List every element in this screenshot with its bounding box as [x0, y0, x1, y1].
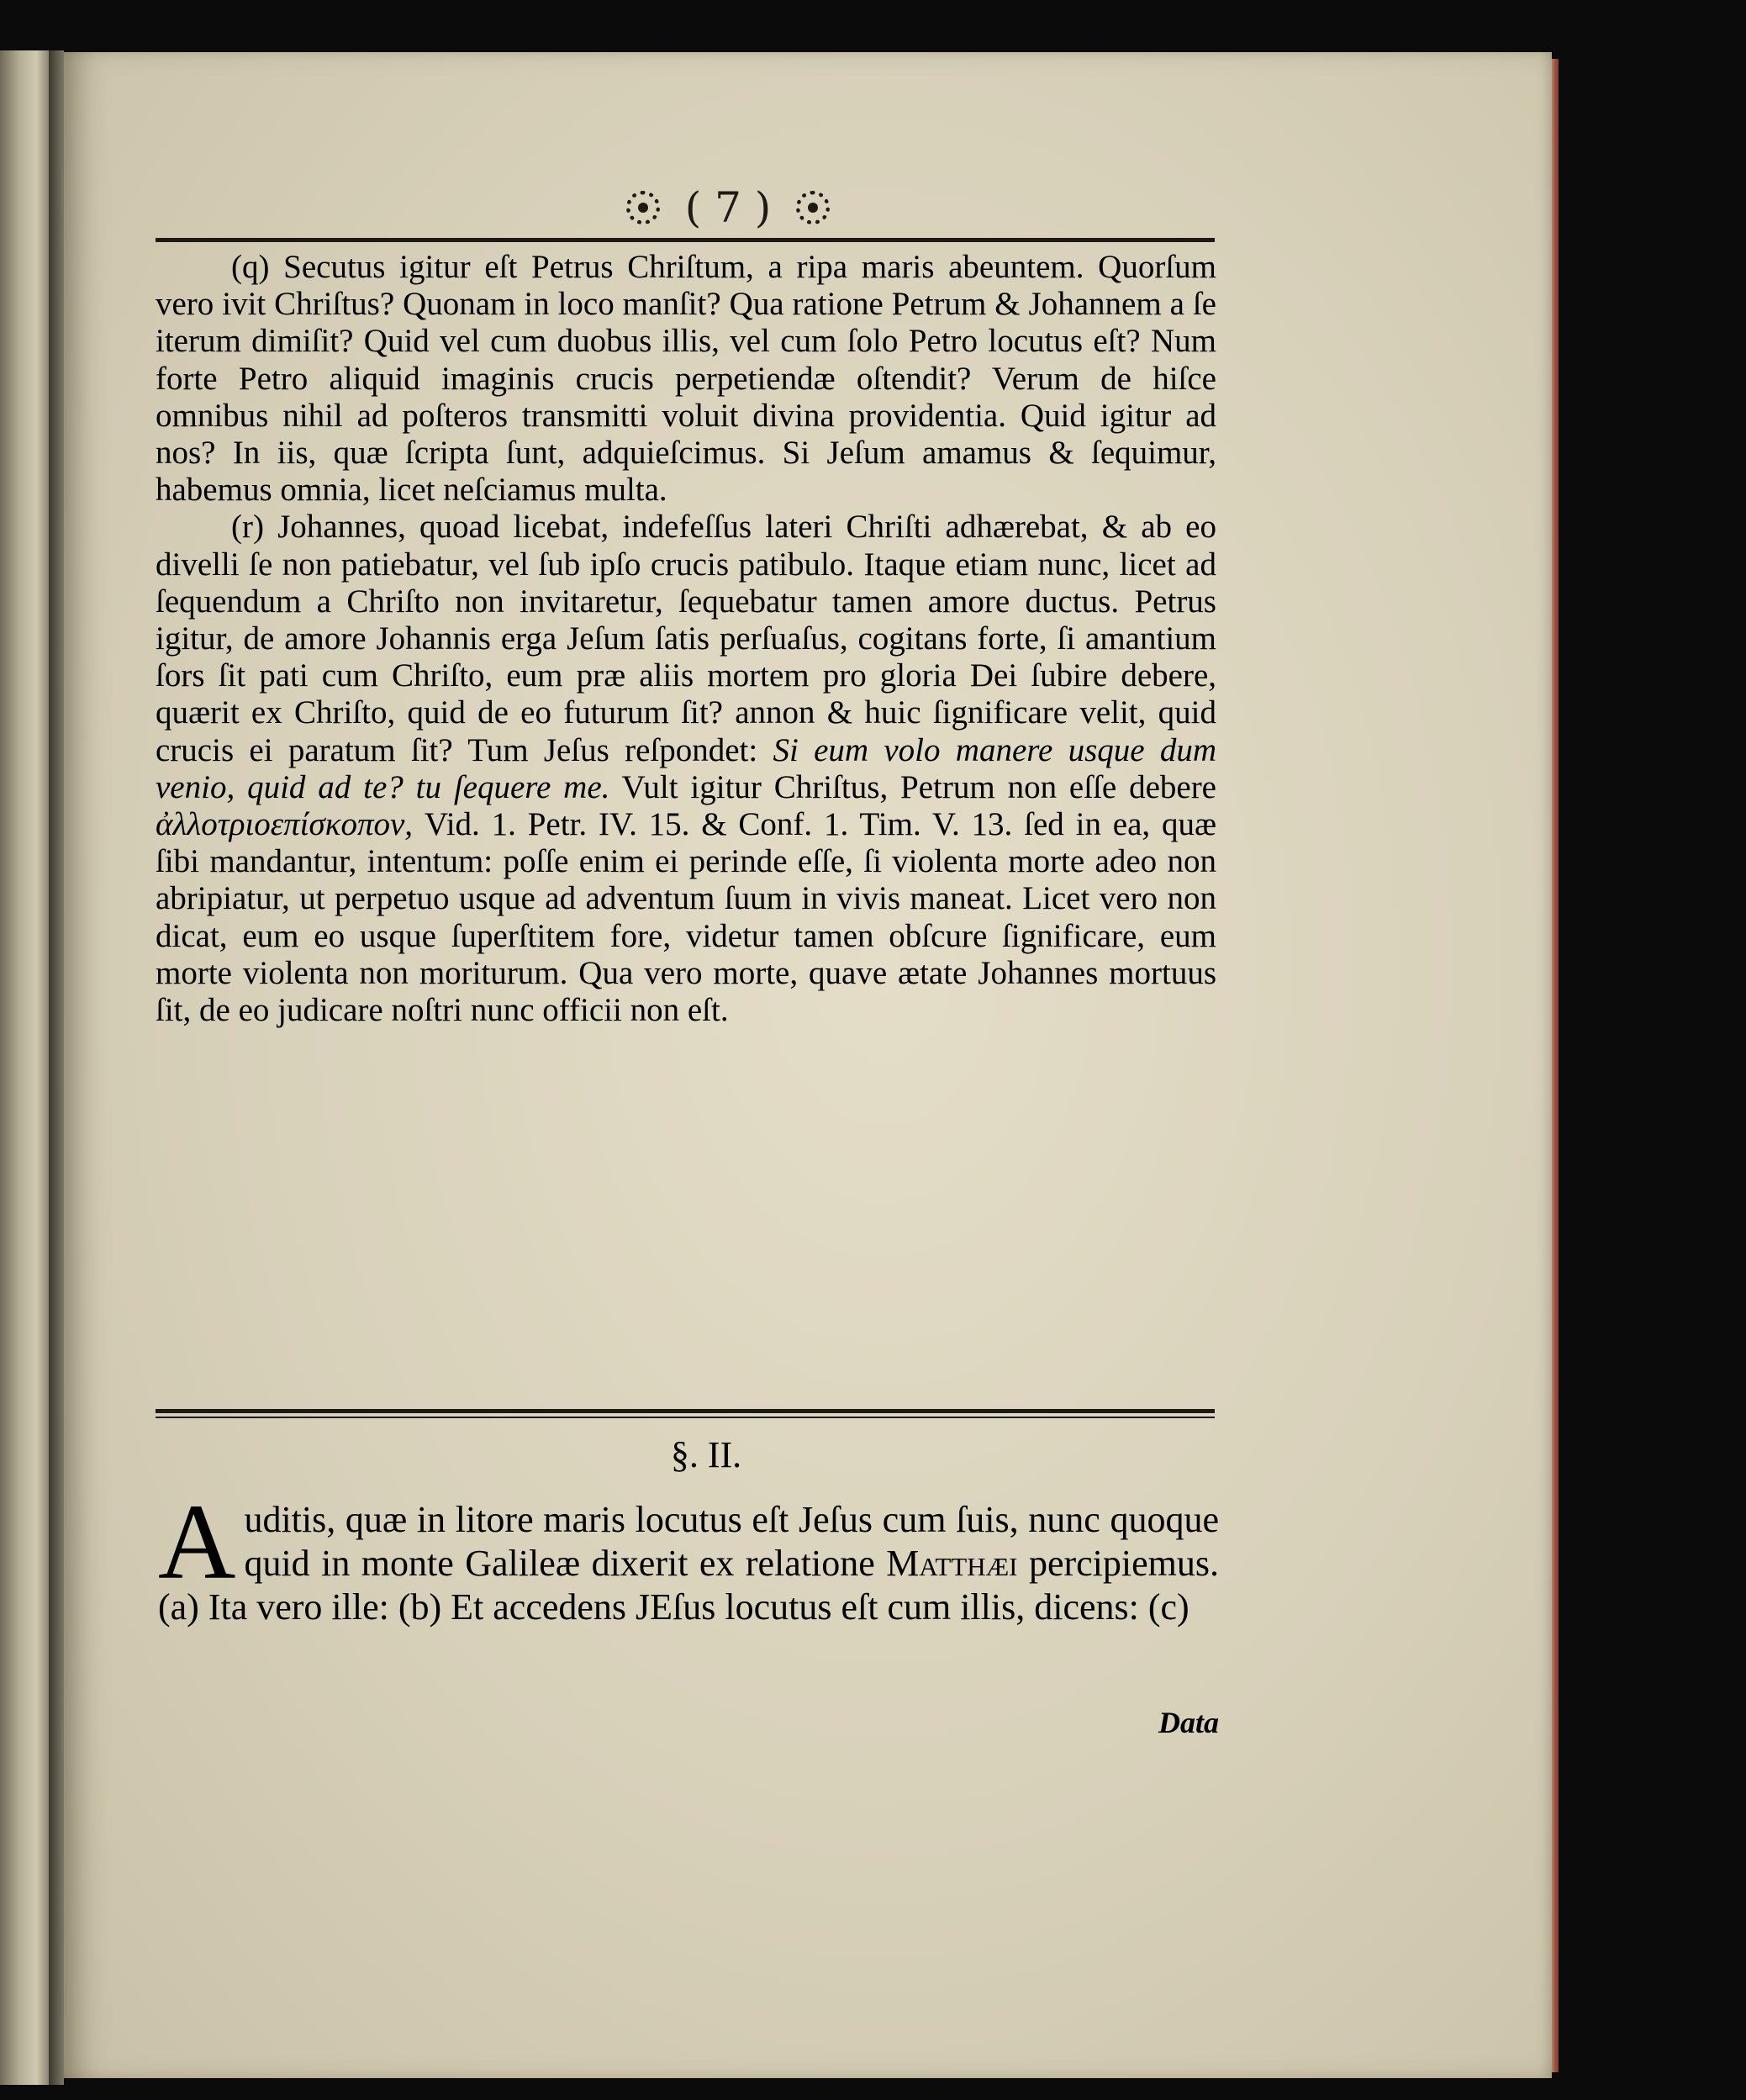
section-rule	[156, 1409, 1215, 1413]
catchword: Data	[1158, 1706, 1219, 1739]
footnotes-block	[156, 249, 1216, 1029]
header-rule	[156, 238, 1215, 242]
paragraph-text-continued: percipiemus. (a) Ita vero ille: (b) Et accedens JEſus locutus eſt cum illis, dicens: (c)	[158, 1543, 1219, 1628]
previous-page-edge	[0, 50, 49, 2085]
page-fore-edge	[1552, 59, 1559, 2072]
note-r-text-continued: Vult igitur Chriſtus, Petrum non eſſe debere	[609, 768, 1216, 805]
note-q: (q) Secutus igitur eſt Petrus Chriſtum, a ripa maris abeuntem. Quorſum vero ivit Chriſtus? Quonam in loco manſit? Qua ratione Petrum & Johannem a ſe iterum dimiſit? Quid vel cum duobus illis, vel cum ſolo Petro locutus eſt? Num forte Petro aliquid imaginis crucis perpetiendæ oſtendit? Verum de hiſce omnibus nihil ad poſteros transmitti voluit divina providentia. Quid igitur ad nos? In iis, quæ ſcripta ſunt, adquieſcimus. Si Jeſum amamus & ſequimur, habemus omnia, licet neſciamus multa.	[156, 249, 1216, 509]
rosette-ornament-icon	[796, 191, 830, 224]
section-body	[158, 1482, 1219, 1629]
page-number: ( 7 )	[684, 183, 772, 232]
section-paragraph	[158, 1482, 1219, 1629]
note-r	[156, 509, 1216, 1029]
note-r-text-end: Vid. 1. Petr. IV. 15. & Conf. 1. Tim. V. 13. ſed in ea, quæ ſibi mandantur, intentum: poſſe enim ei perinde eſſe, ſi violenta morte adeo non abripiatur, ut perpetuo usque ad adventum ſuum in vivis maneat. Licet vero non dicat, eum eo usque ſuperſtitem fore, videtur tamen obſcure ſignificare, eum morte violenta non moriturum. Qua vero morte, quave ætate Johannes mortuus ſit, de eo judicare noſtri nunc officii non eſt.	[156, 806, 1216, 1029]
paragraph-text: uditis, quæ in litore maris locutus eſt Jeſus cum ſuis, nunc quoque quid in monte Galileæ dixerit ex relatione	[244, 1499, 1219, 1584]
greek-word: ἀλλοτριοεπίσκοπον,	[156, 806, 414, 843]
note-r-text: (r) Johannes, quoad licebat, indefeſſus lateri Chriſti adhærebat, & ab eo divelli ſe non patiebatur, vel ſub ipſo crucis patibulo. Itaque etiam nunc, licet ad ſequendum a Chriſto non invitaretur, ſequebatur tamen amore ductus. Petrus igitur, de amore Johannis erga Jeſum ſatis perſuaſus, cogitans forte, ſi amantium ſors ſit pati cum Chriſto, eum præ aliis mortem pro gloria Dei ſubire debere, quærit ex Chriſto, quid de eo futurum ſit? annon & huic ſignificare velit, quid crucis ei paratum ſit? Tum Jeſus reſpondet:	[156, 509, 1216, 768]
section-rule-thin	[156, 1417, 1215, 1418]
running-header	[551, 178, 905, 237]
author-name: Matthæi	[886, 1543, 1018, 1584]
drop-capital: A	[158, 1482, 236, 1601]
rosette-ornament-icon	[626, 191, 660, 224]
book-gutter	[49, 50, 64, 2085]
section-heading: §. II.	[670, 1434, 742, 1475]
note-r-quotation: Si eum volo manere usque dum venio, quid ad te? tu ſequere me.	[156, 731, 1217, 805]
